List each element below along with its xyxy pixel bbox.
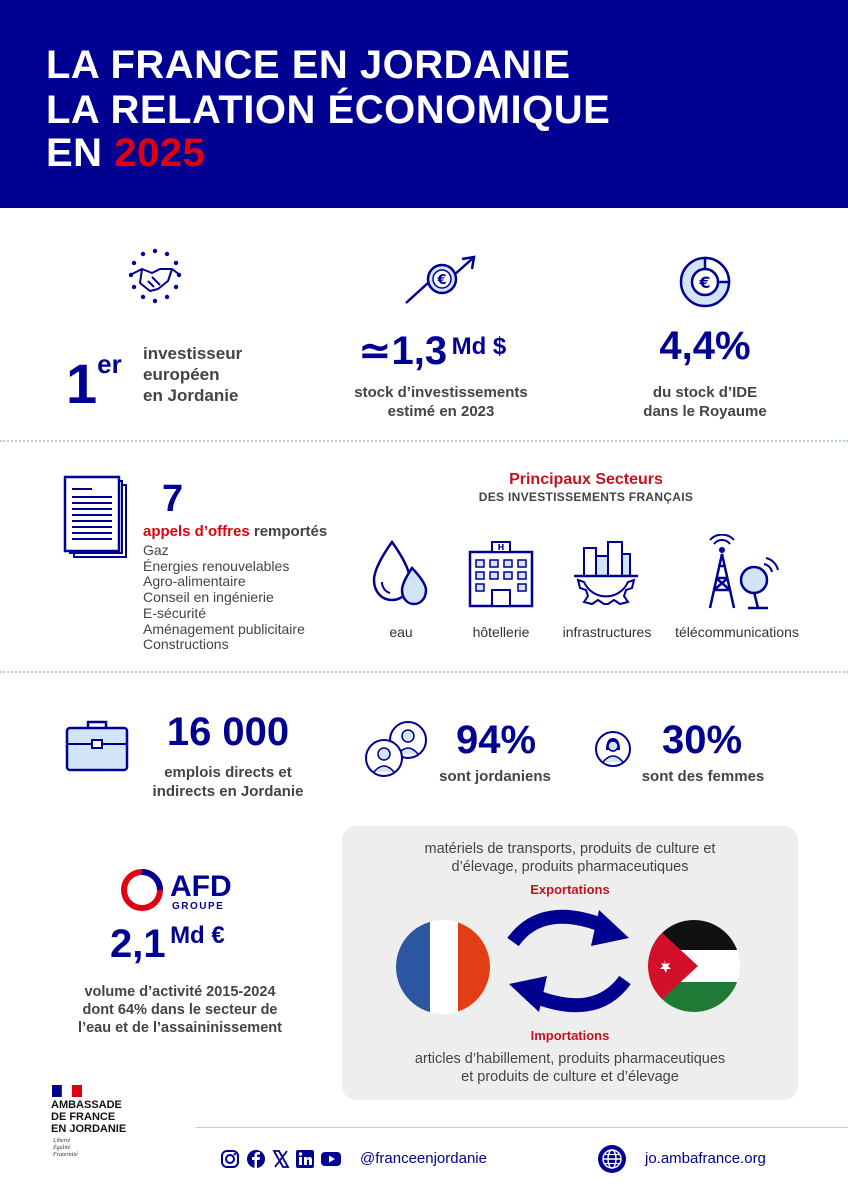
title-line-1: LA FRANCE EN JORDANIE — [46, 43, 571, 87]
rank-label: investisseur européen en Jordanie — [143, 344, 243, 405]
sectors-subtitle: DES INVESTISSEMENTS FRANÇAIS — [478, 490, 694, 504]
list-item: Conseil en ingénierie — [143, 589, 274, 606]
x-twitter-icon[interactable] — [272, 1149, 290, 1169]
list-item: Énergies renouvelables — [143, 557, 290, 574]
stock-caption: stock d’investissements estimé en 2023 — [354, 384, 528, 420]
sectors-title: Principaux Secteurs — [509, 471, 663, 488]
documents-icon — [62, 475, 130, 561]
sector-label-eau: eau — [389, 624, 413, 640]
imports-text: articles d’habillement, produits pharmaceutiques et produits de culture et d’élevage — [414, 1051, 726, 1085]
handshake-eu-stars-icon — [122, 245, 188, 311]
rank-value: 1er — [66, 349, 122, 415]
linkedin-icon[interactable] — [295, 1149, 315, 1169]
france-flag-icon — [394, 918, 492, 1016]
header-banner — [0, 0, 848, 208]
divider-2 — [0, 671, 848, 673]
footer-divider — [196, 1127, 848, 1128]
woman-icon — [594, 730, 632, 768]
jordan-flag-icon — [646, 918, 742, 1014]
euro-pie-icon — [678, 255, 732, 309]
stock-value: ≃1,3 Md $ — [358, 329, 507, 373]
rank-suffix: er — [97, 349, 122, 379]
exports-text: matériels de transports, produits de culture et d’élevage, produits pharmaceutiques — [424, 841, 716, 875]
hotel-icon — [464, 538, 538, 610]
briefcase-icon — [64, 716, 130, 774]
globe-icon[interactable] — [597, 1144, 627, 1174]
afd-logo-sub: GROUPE — [172, 901, 225, 912]
svg-text:€: € — [437, 273, 447, 288]
title-year: 2025 — [114, 131, 206, 175]
afd-caption: volume d’activité 2015-2024 dont 64% dans le secteur de l’eau et de l’assaininissement — [78, 984, 282, 1036]
afd-logo-text: AFD — [170, 870, 232, 903]
divider-1 — [0, 440, 848, 442]
afd-value: 2,1 Md € — [110, 922, 225, 966]
embassy-name: AMBASSADE DE FRANCE EN JORDANIE — [51, 1099, 127, 1135]
exchange-arrows-icon — [503, 902, 635, 1020]
title-line-2: LA RELATION ÉCONOMIQUE — [46, 88, 611, 132]
list-item: Agro-alimentaire — [143, 573, 246, 590]
jordanians-value: 94% — [455, 718, 537, 762]
republic-motto: Liberté Égalité Fraternité — [53, 1138, 78, 1158]
youtube-icon[interactable] — [320, 1150, 342, 1168]
sector-label-telecommunications: télécommunications — [675, 624, 799, 640]
sector-label-hotellerie: hôtellerie — [472, 624, 530, 640]
telecom-tower-icon — [702, 534, 780, 610]
list-item: Constructions — [143, 636, 229, 653]
imports-label: Importations — [530, 1028, 610, 1043]
jobs-caption: emplois directs et indirects en Jordanie — [152, 764, 304, 800]
jordanians-caption: sont jordaniens — [439, 768, 551, 785]
list-item: Aménagement publicitaire — [143, 620, 305, 637]
afd-logo-ring-icon — [120, 868, 168, 912]
sector-label-infrastructures: infrastructures — [562, 624, 652, 640]
tenders-list — [143, 543, 305, 653]
facebook-icon[interactable] — [246, 1149, 266, 1169]
list-item: E-sécurité — [143, 604, 207, 621]
title-en: EN — [46, 131, 103, 175]
list-item: Gaz — [143, 542, 169, 558]
tenders-label: appels d’offres remportés — [143, 523, 328, 540]
marianne-logo-icon — [52, 1085, 82, 1097]
tenders-count: 7 — [162, 478, 184, 520]
ide-value: 4,4% — [659, 324, 751, 368]
ide-caption: du stock d’IDE dans le Royaume — [643, 384, 767, 420]
women-caption: sont des femmes — [641, 768, 765, 785]
instagram-icon[interactable] — [220, 1149, 240, 1169]
water-drops-icon — [370, 538, 430, 610]
svg-text:H: H — [497, 543, 505, 552]
svg-text:€: € — [699, 273, 711, 292]
exports-label: Exportations — [530, 882, 610, 897]
women-value: 30% — [661, 718, 743, 762]
euro-growth-arrow-icon — [402, 253, 480, 309]
website-link[interactable]: jo.ambafrance.org — [645, 1150, 766, 1167]
jobs-value: 16 000 — [166, 710, 290, 754]
infrastructure-gear-icon — [570, 538, 642, 610]
social-handle-link[interactable]: @franceenjordanie — [360, 1150, 487, 1167]
title-line-3 — [46, 131, 205, 175]
